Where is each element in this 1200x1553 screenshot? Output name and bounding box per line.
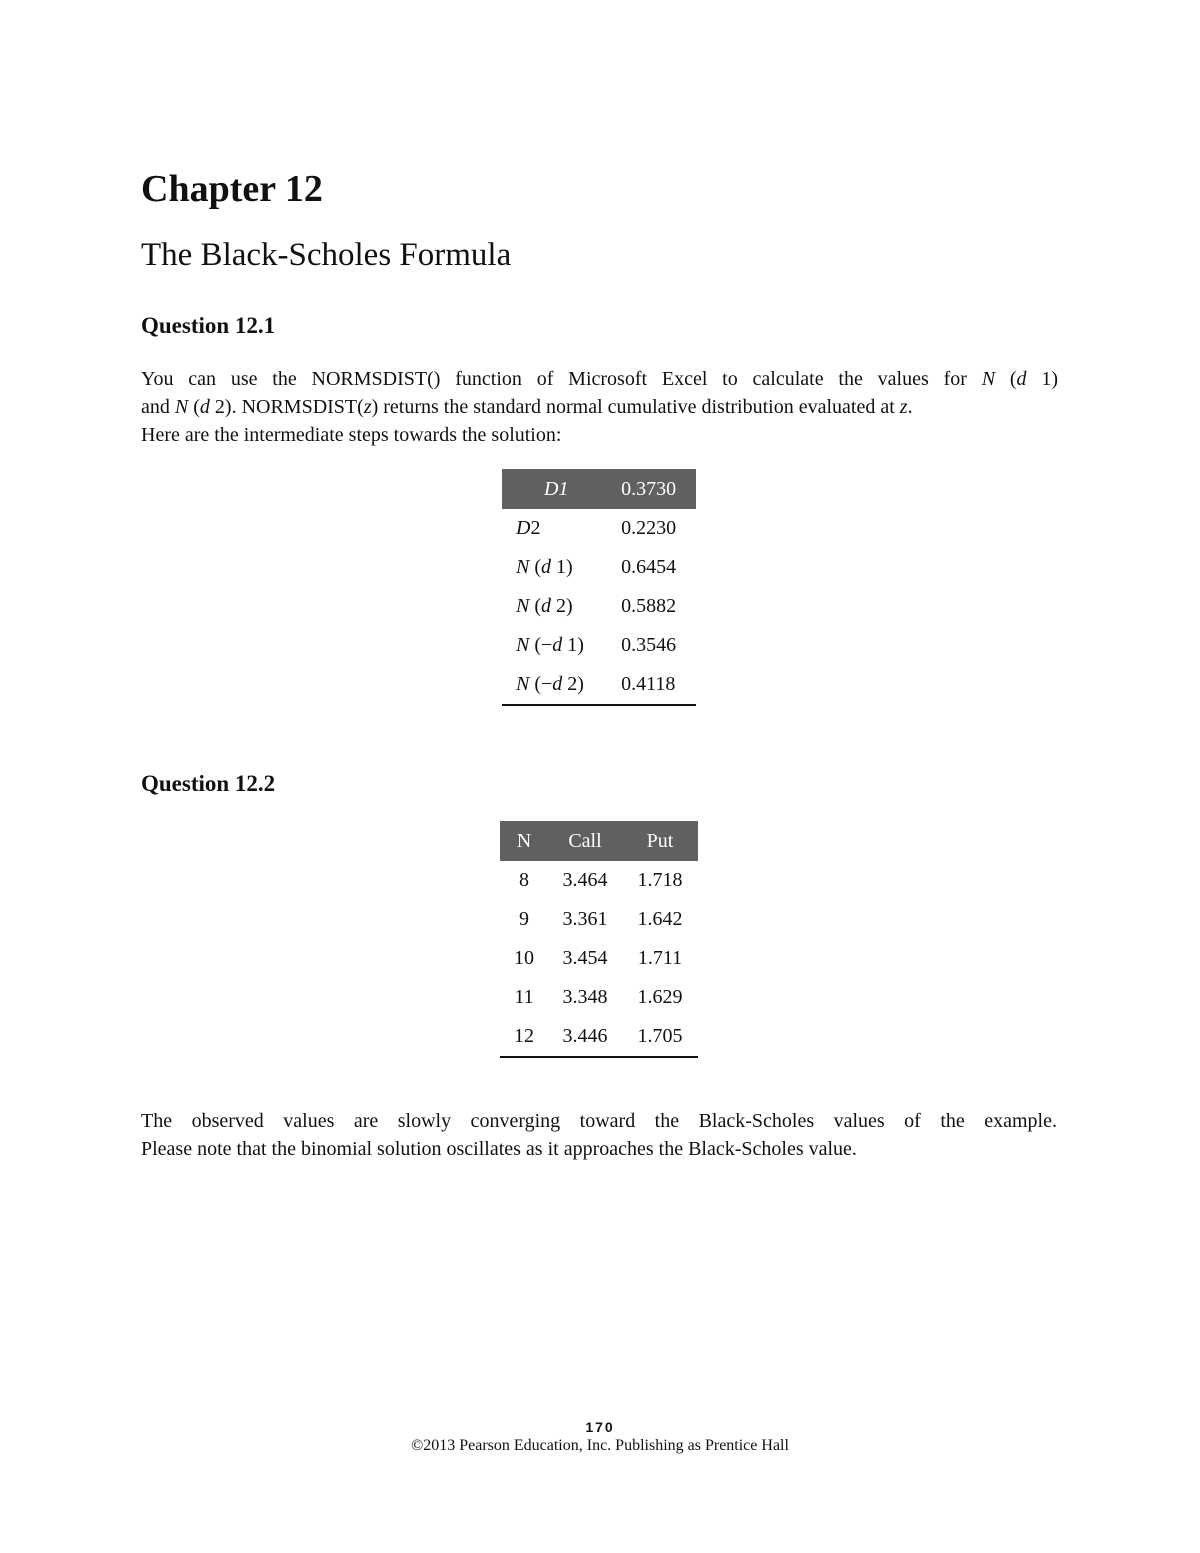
row-label: D2 bbox=[516, 517, 541, 539]
row-value: 0.3546 bbox=[621, 634, 677, 656]
cell-n: 8 bbox=[519, 869, 529, 891]
page-number: 170 bbox=[585, 1419, 615, 1435]
q1-line-2-period: . bbox=[907, 396, 913, 418]
row-label: N (d 1) bbox=[516, 556, 573, 578]
cell-n: 12 bbox=[500, 1017, 548, 1057]
q1-line-2-paren: ( bbox=[188, 396, 200, 418]
question-12-2-heading: Question 12.2 bbox=[141, 771, 276, 796]
q1-line-1-text: You can use the NORMSDIST() function of Microsoft Excel to calculate the values for bbox=[141, 368, 982, 390]
row-value: 0.4118 bbox=[619, 665, 696, 705]
row-value: 0.6454 bbox=[621, 556, 677, 578]
table-header-value: 0.3730 bbox=[619, 469, 696, 509]
cell-n: 10 bbox=[514, 947, 534, 969]
table-row bbox=[500, 1017, 698, 1057]
intermediate-steps-table bbox=[502, 469, 696, 706]
row-label: N (−d 2) bbox=[502, 665, 619, 705]
cell-n: 9 bbox=[519, 908, 529, 930]
table-row bbox=[500, 861, 698, 900]
table-row bbox=[500, 939, 698, 978]
cell-put: 1.705 bbox=[622, 1017, 698, 1057]
q1-line-2-returns: ) returns the standard normal cumulative distribution evaluated at bbox=[371, 396, 900, 418]
table-row bbox=[500, 978, 698, 1017]
q1-line-1-d: d bbox=[1016, 368, 1027, 390]
q1-line-2-z2: z bbox=[899, 396, 908, 418]
cell-call: 3.361 bbox=[562, 908, 608, 930]
q2-line-1: The observed values are slowly converging toward the Black-Scholes values of the example. bbox=[141, 1110, 1057, 1132]
cell-call: 3.348 bbox=[562, 986, 608, 1008]
table-row bbox=[502, 665, 696, 705]
q1-line-2 bbox=[141, 393, 1061, 421]
table-row bbox=[500, 900, 698, 939]
table-row bbox=[502, 548, 696, 587]
chapter-title: Chapter 12 bbox=[141, 168, 323, 210]
q2-line-2: Please note that the binomial solution oscillates as it approaches the Black-Scholes value. bbox=[141, 1138, 857, 1160]
cell-call: 3.454 bbox=[562, 947, 608, 969]
table-header-row bbox=[502, 469, 696, 509]
table-header-row bbox=[500, 821, 698, 861]
column-header-n: N bbox=[500, 821, 548, 861]
column-header-put: Put bbox=[622, 821, 698, 861]
q1-line-2-z: z bbox=[363, 396, 372, 418]
q1-line-1-paren: ( bbox=[995, 368, 1017, 390]
cell-put: 1.711 bbox=[637, 947, 683, 969]
table-row bbox=[502, 587, 696, 626]
question-12-2-text bbox=[141, 1107, 1061, 1163]
binomial-values-table bbox=[500, 821, 698, 1058]
row-value: 0.5882 bbox=[621, 595, 677, 617]
cell-put: 1.718 bbox=[637, 869, 683, 891]
copyright-footer: ©2013 Pearson Education, Inc. Publishing as Prentice Hall bbox=[411, 1437, 789, 1454]
table-header-label bbox=[502, 469, 619, 509]
q1-line-2-and: and bbox=[141, 396, 175, 418]
q1-line-2-n: N bbox=[174, 396, 189, 418]
cell-put: 1.642 bbox=[637, 908, 683, 930]
q1-line-2-d: d bbox=[199, 396, 210, 418]
table-row bbox=[502, 509, 696, 548]
row-label: N (−d 1) bbox=[516, 634, 584, 656]
cell-call: 3.464 bbox=[562, 869, 608, 891]
table-row bbox=[502, 626, 696, 665]
d1-label: D1 bbox=[544, 477, 569, 500]
question-12-1-heading: Question 12.1 bbox=[141, 313, 276, 338]
q1-line-2-normsdist: 2). NORMSDIST( bbox=[209, 396, 364, 418]
q1-line-1-n: N bbox=[981, 368, 996, 390]
cell-call: 3.446 bbox=[548, 1017, 622, 1057]
cell-n: 11 bbox=[514, 986, 534, 1008]
row-value: 0.2230 bbox=[621, 517, 677, 539]
column-header-call: Call bbox=[548, 821, 622, 861]
cell-put: 1.629 bbox=[637, 986, 683, 1008]
q1-line-1 bbox=[141, 365, 1058, 393]
q1-line-3: Here are the intermediate steps towards the solution: bbox=[141, 424, 562, 446]
q1-line-1-end: 1) bbox=[1026, 368, 1059, 390]
row-label: N (d 2) bbox=[516, 595, 573, 617]
chapter-subtitle: The Black-Scholes Formula bbox=[141, 237, 512, 273]
question-12-1-text bbox=[141, 365, 1061, 449]
